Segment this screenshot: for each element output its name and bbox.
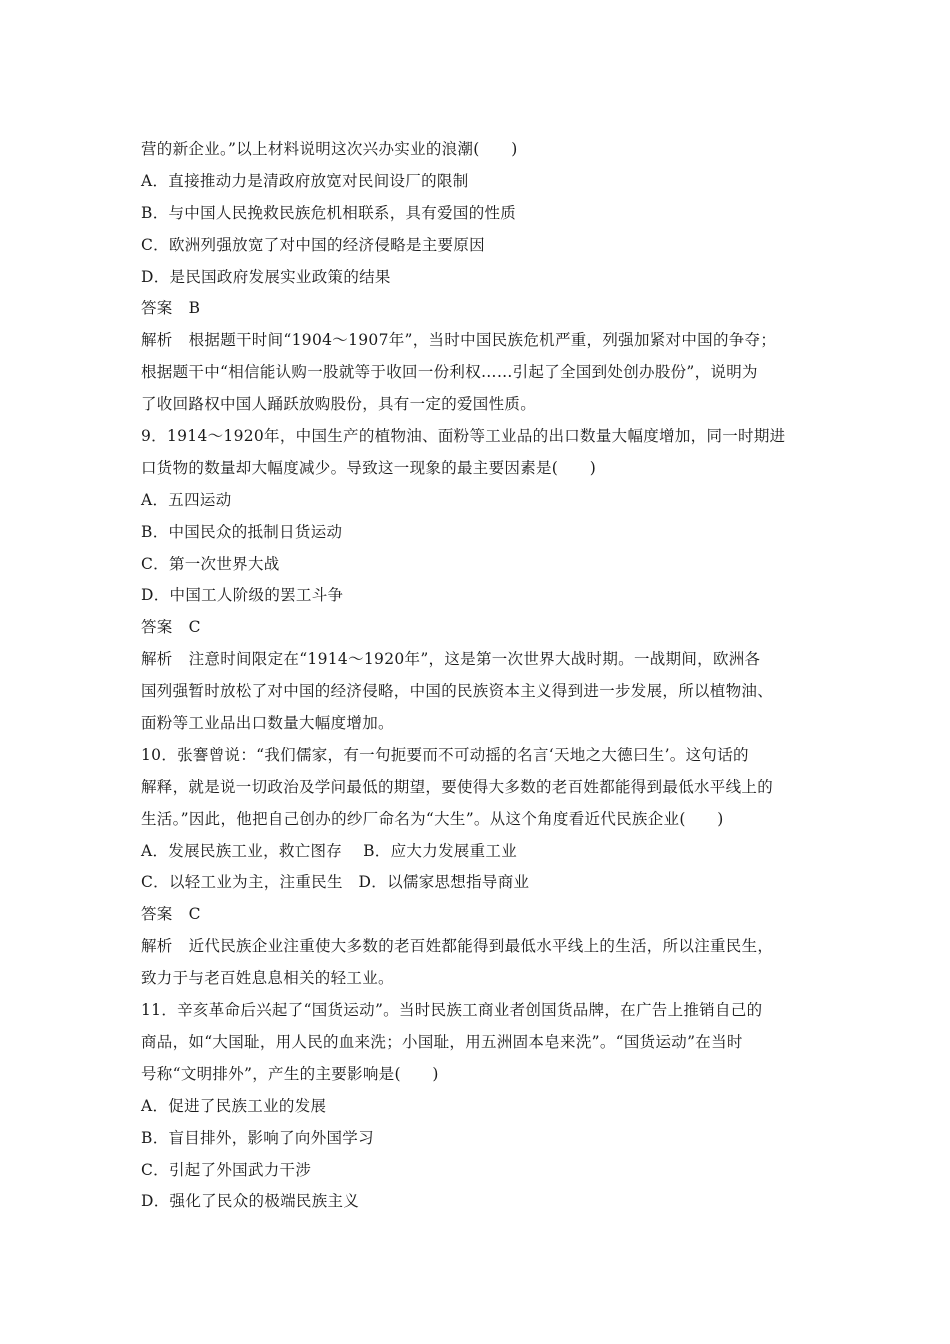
q8-answer <box>141 293 821 325</box>
q8-option-d: D．是民国政府发展实业政策的结果 <box>141 267 391 286</box>
analysis-label: 解析 <box>141 650 173 669</box>
q10-analysis-2: 致力于与老百姓息息相关的轻工业。 <box>141 969 394 988</box>
analysis-label: 解析 <box>141 331 173 350</box>
answer-value: C <box>188 905 201 924</box>
analysis-text: 根据题干时间“1904～1907年”，当时中国民族危机严重，列强加紧对中国的争夺； <box>188 331 777 350</box>
q9-analysis-1 <box>141 644 821 676</box>
q11-option-b: B．盲目排外，影响了向外国学习 <box>141 1128 374 1147</box>
answer-label: 答案 <box>141 905 173 924</box>
q9-analysis-3: 面粉等工业品出口数量大幅度增加。 <box>141 714 394 733</box>
q11-option-d: D．强化了民众的极端民族主义 <box>141 1192 360 1211</box>
answer-value: B <box>188 299 201 318</box>
q8-option-c: C．欧洲列强放宽了对中国的经济侵略是主要原因 <box>141 235 485 254</box>
answer-label: 答案 <box>141 299 173 318</box>
q9-option-b: B．中国民众的抵制日货运动 <box>141 522 343 541</box>
q11-option-a: A．促进了民族工业的发展 <box>141 1096 327 1115</box>
q8-analysis-3: 了收回路权中国人踊跃放购股份，具有一定的爱国性质。 <box>141 395 537 414</box>
analysis-text: 近代民族企业注重使大多数的老百姓都能得到最低水平线上的生活，所以注重民生， <box>188 937 774 956</box>
q8-option-a: A．直接推动力是清政府放宽对民间设厂的限制 <box>141 171 469 190</box>
answer-label: 答案 <box>141 618 173 637</box>
q10-stem-2: 解释，就是说一切政治及学问最低的期望，要使得大多数的老百姓都能得到最低水平线上的 <box>141 777 774 796</box>
q9-stem-2: 口货物的数量却大幅度减少。导致这一现象的最主要因素是( ) <box>141 458 597 477</box>
q10-analysis-1 <box>141 931 821 963</box>
q8-analysis-2: 根据题干中“相信能认购一股就等于收回一份利权……引起了全国到处创办股份”，说明为 <box>141 363 758 382</box>
q8-analysis-1 <box>141 325 821 357</box>
q10-options-row-1: A．发展民族工业，救亡图存 B．应大力发展重工业 <box>141 841 518 860</box>
q11-stem-1: 11．辛亥革命后兴起了“国货运动”。当时民族工商业者创国货品牌，在广告上推销自己的 <box>141 1001 763 1020</box>
document-page <box>141 134 821 1218</box>
q9-option-d: D．中国工人阶级的罢工斗争 <box>141 586 344 605</box>
q10-stem-3: 生活。”因此，他把自己创办的纱厂命名为“大生”。从这个角度看近代民族企业( ) <box>141 809 724 828</box>
q11-stem-3: 号称“文明排外”，产生的主要影响是( ) <box>141 1064 439 1083</box>
q10-options-row-2: C．以轻工业为主，注重民生 D．以儒家思想指导商业 <box>141 873 530 892</box>
q8-stem-tail: 营的新企业。”以上材料说明这次兴办实业的浪潮( ) <box>141 140 518 158</box>
answer-value: C <box>188 618 201 637</box>
q11-stem-2: 商品，如“大国耻，用人民的血来洗；小国耻，用五洲固本皂来洗”。“国货运动”在当时 <box>141 1032 743 1051</box>
analysis-text: 注意时间限定在“1914～1920年”，这是第一次世界大战时期。一战期间，欧洲各 <box>188 650 761 669</box>
q8-option-b: B．与中国人民挽救民族危机相联系，具有爱国的性质 <box>141 203 517 222</box>
q9-option-a: A．五四运动 <box>141 490 232 509</box>
q9-analysis-2: 国列强暂时放松了对中国的经济侵略，中国的民族资本主义得到进一步发展，所以植物油、 <box>141 682 774 701</box>
q10-stem-1: 10．张謇曾说：“我们儒家，有一句扼要而不可动摇的名言‘天地之大德曰生’。这句话的 <box>141 745 749 764</box>
q9-stem-1: 9．1914～1920年，中国生产的植物油、面粉等工业品的出口数量大幅度增加，同一时期进 <box>141 427 786 446</box>
q10-answer <box>141 899 821 931</box>
q9-option-c: C．第一次世界大战 <box>141 554 280 573</box>
analysis-label: 解析 <box>141 937 173 956</box>
q9-answer <box>141 612 821 644</box>
q11-option-c: C．引起了外国武力干涉 <box>141 1160 312 1179</box>
